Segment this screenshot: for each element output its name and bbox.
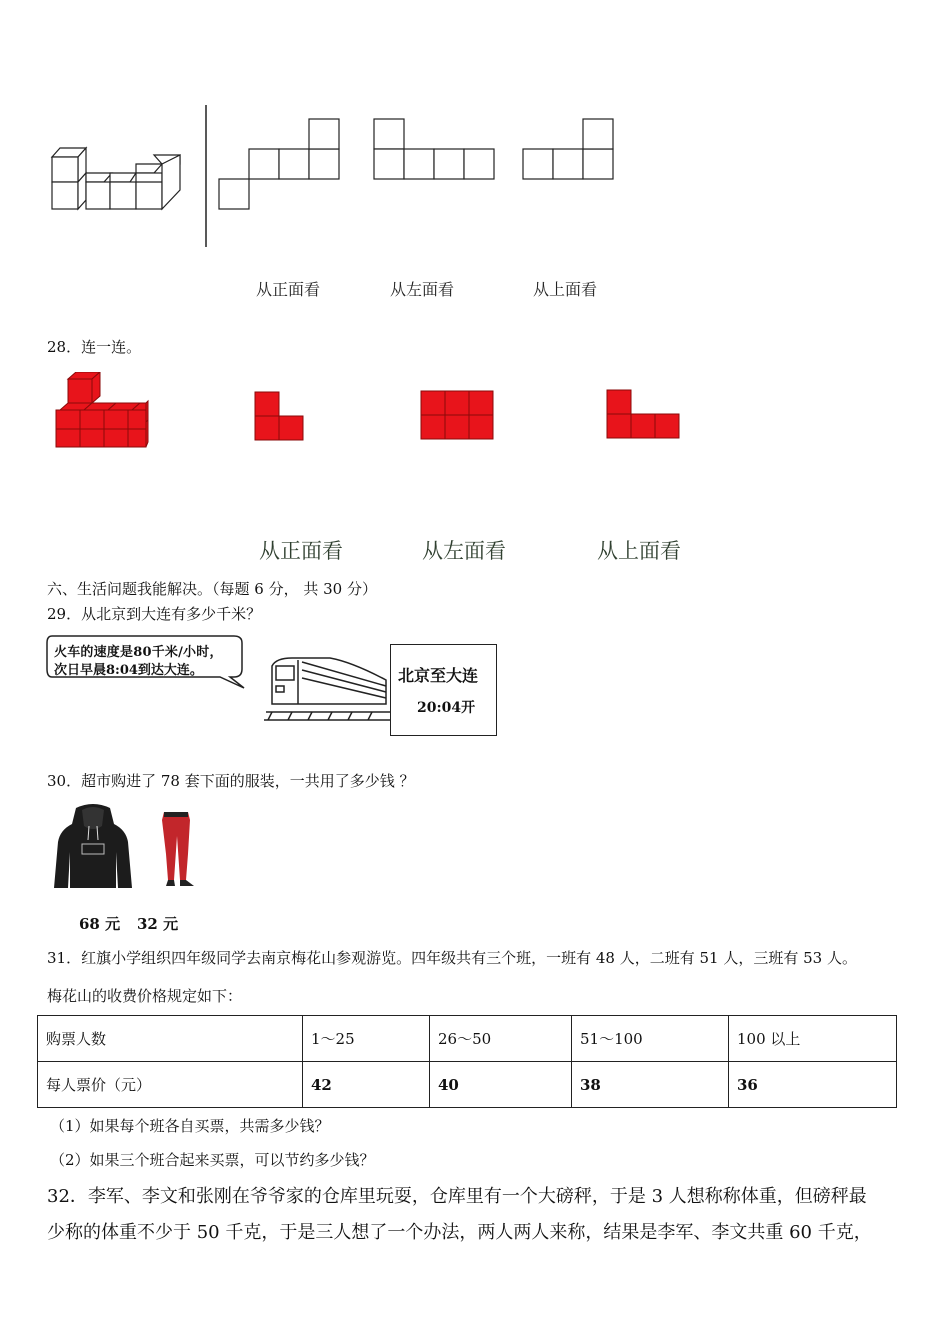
table-cell: 42 (303, 1062, 430, 1108)
q28-title: 28．连一连。 (47, 338, 142, 356)
train-icon (262, 652, 392, 726)
q28-view-b (421, 391, 493, 439)
q28-label-top: 从上面看 (597, 539, 681, 563)
q31-fee-table (37, 1015, 897, 1108)
q28-view-c (607, 390, 679, 438)
q28-figures (50, 372, 690, 454)
table-cell: 51～100 (572, 1016, 729, 1062)
table-cell: 100 以上 (729, 1016, 897, 1062)
q27-solid-figure (52, 148, 180, 209)
q28-label-front: 从正面看 (259, 539, 343, 563)
q27-figures (40, 100, 640, 255)
hoodie-icon (54, 802, 132, 890)
q27-label-front: 从正面看 (256, 280, 321, 299)
q28-solid-figure (56, 372, 148, 447)
q31-line1: 31．红旗小学组织四年级同学去南京梅花山参观游览。四年级共有三个班，一班有 48 人，二班有 51 人，三班有 53 人。 (47, 949, 857, 967)
table-row (38, 1016, 897, 1062)
q32-line1: 32．李军、李文和张刚在爷爷家的仓库里玩耍，仓库里有一个大磅秤，于是 3 人想称称体重，但磅秤最 (47, 1186, 867, 1207)
table-cell: 1～25 (303, 1016, 430, 1062)
q28-view-a (255, 392, 303, 440)
q31-sub1: （1）如果每个班各自买票，共需多少钱？ (50, 1117, 330, 1135)
q29-sign-line2: 20:04开 (417, 700, 476, 716)
q27-view-left (374, 119, 494, 179)
q30-title: 30．超市购进了 78 套下面的服装，一共用了多少钱 ？ (47, 772, 415, 790)
q30-price-hoodie: 68 元 (79, 915, 121, 933)
q32-line2: 少称的体重不少于 50 千克，于是三人想了一个办法，两人两人来称，结果是李军、李文共重 60 千克， (47, 1222, 872, 1243)
q29-title: 29．从北京到大连有多少千米？ (47, 605, 262, 623)
q29-bubble-line2: 次日早晨8:04到达大连。 (54, 663, 203, 678)
q29-bubble-line1: 火车的速度是80千米/小时， (54, 645, 223, 660)
q28-label-left: 从左面看 (422, 539, 506, 563)
table-cell: 26～50 (430, 1016, 572, 1062)
table-cell: 购票人数 (38, 1016, 303, 1062)
q30-price-pants: 32 元 (137, 915, 179, 933)
q31-sub2: （2）如果三个班合起来买票，可以节约多少钱？ (50, 1151, 375, 1169)
table-cell: 40 (430, 1062, 572, 1108)
table-row (38, 1062, 897, 1108)
q29-sign-line1: 北京至大连 (398, 666, 479, 685)
q27-label-top: 从上面看 (533, 280, 598, 299)
pants-icon (158, 810, 198, 890)
table-cell: 36 (729, 1062, 897, 1108)
q29-station-sign (390, 644, 497, 736)
q27-label-left: 从左面看 (390, 280, 455, 299)
q27-view-top (523, 119, 613, 179)
q31-line2: 梅花山的收费价格规定如下： (47, 987, 243, 1005)
q27-view-front (219, 119, 339, 209)
section6-title: 六、生活问题我能解决。（每题 6 分， 共 30 分） (47, 580, 377, 598)
table-cell: 38 (572, 1062, 729, 1108)
table-cell: 每人票价（元） (38, 1062, 303, 1108)
